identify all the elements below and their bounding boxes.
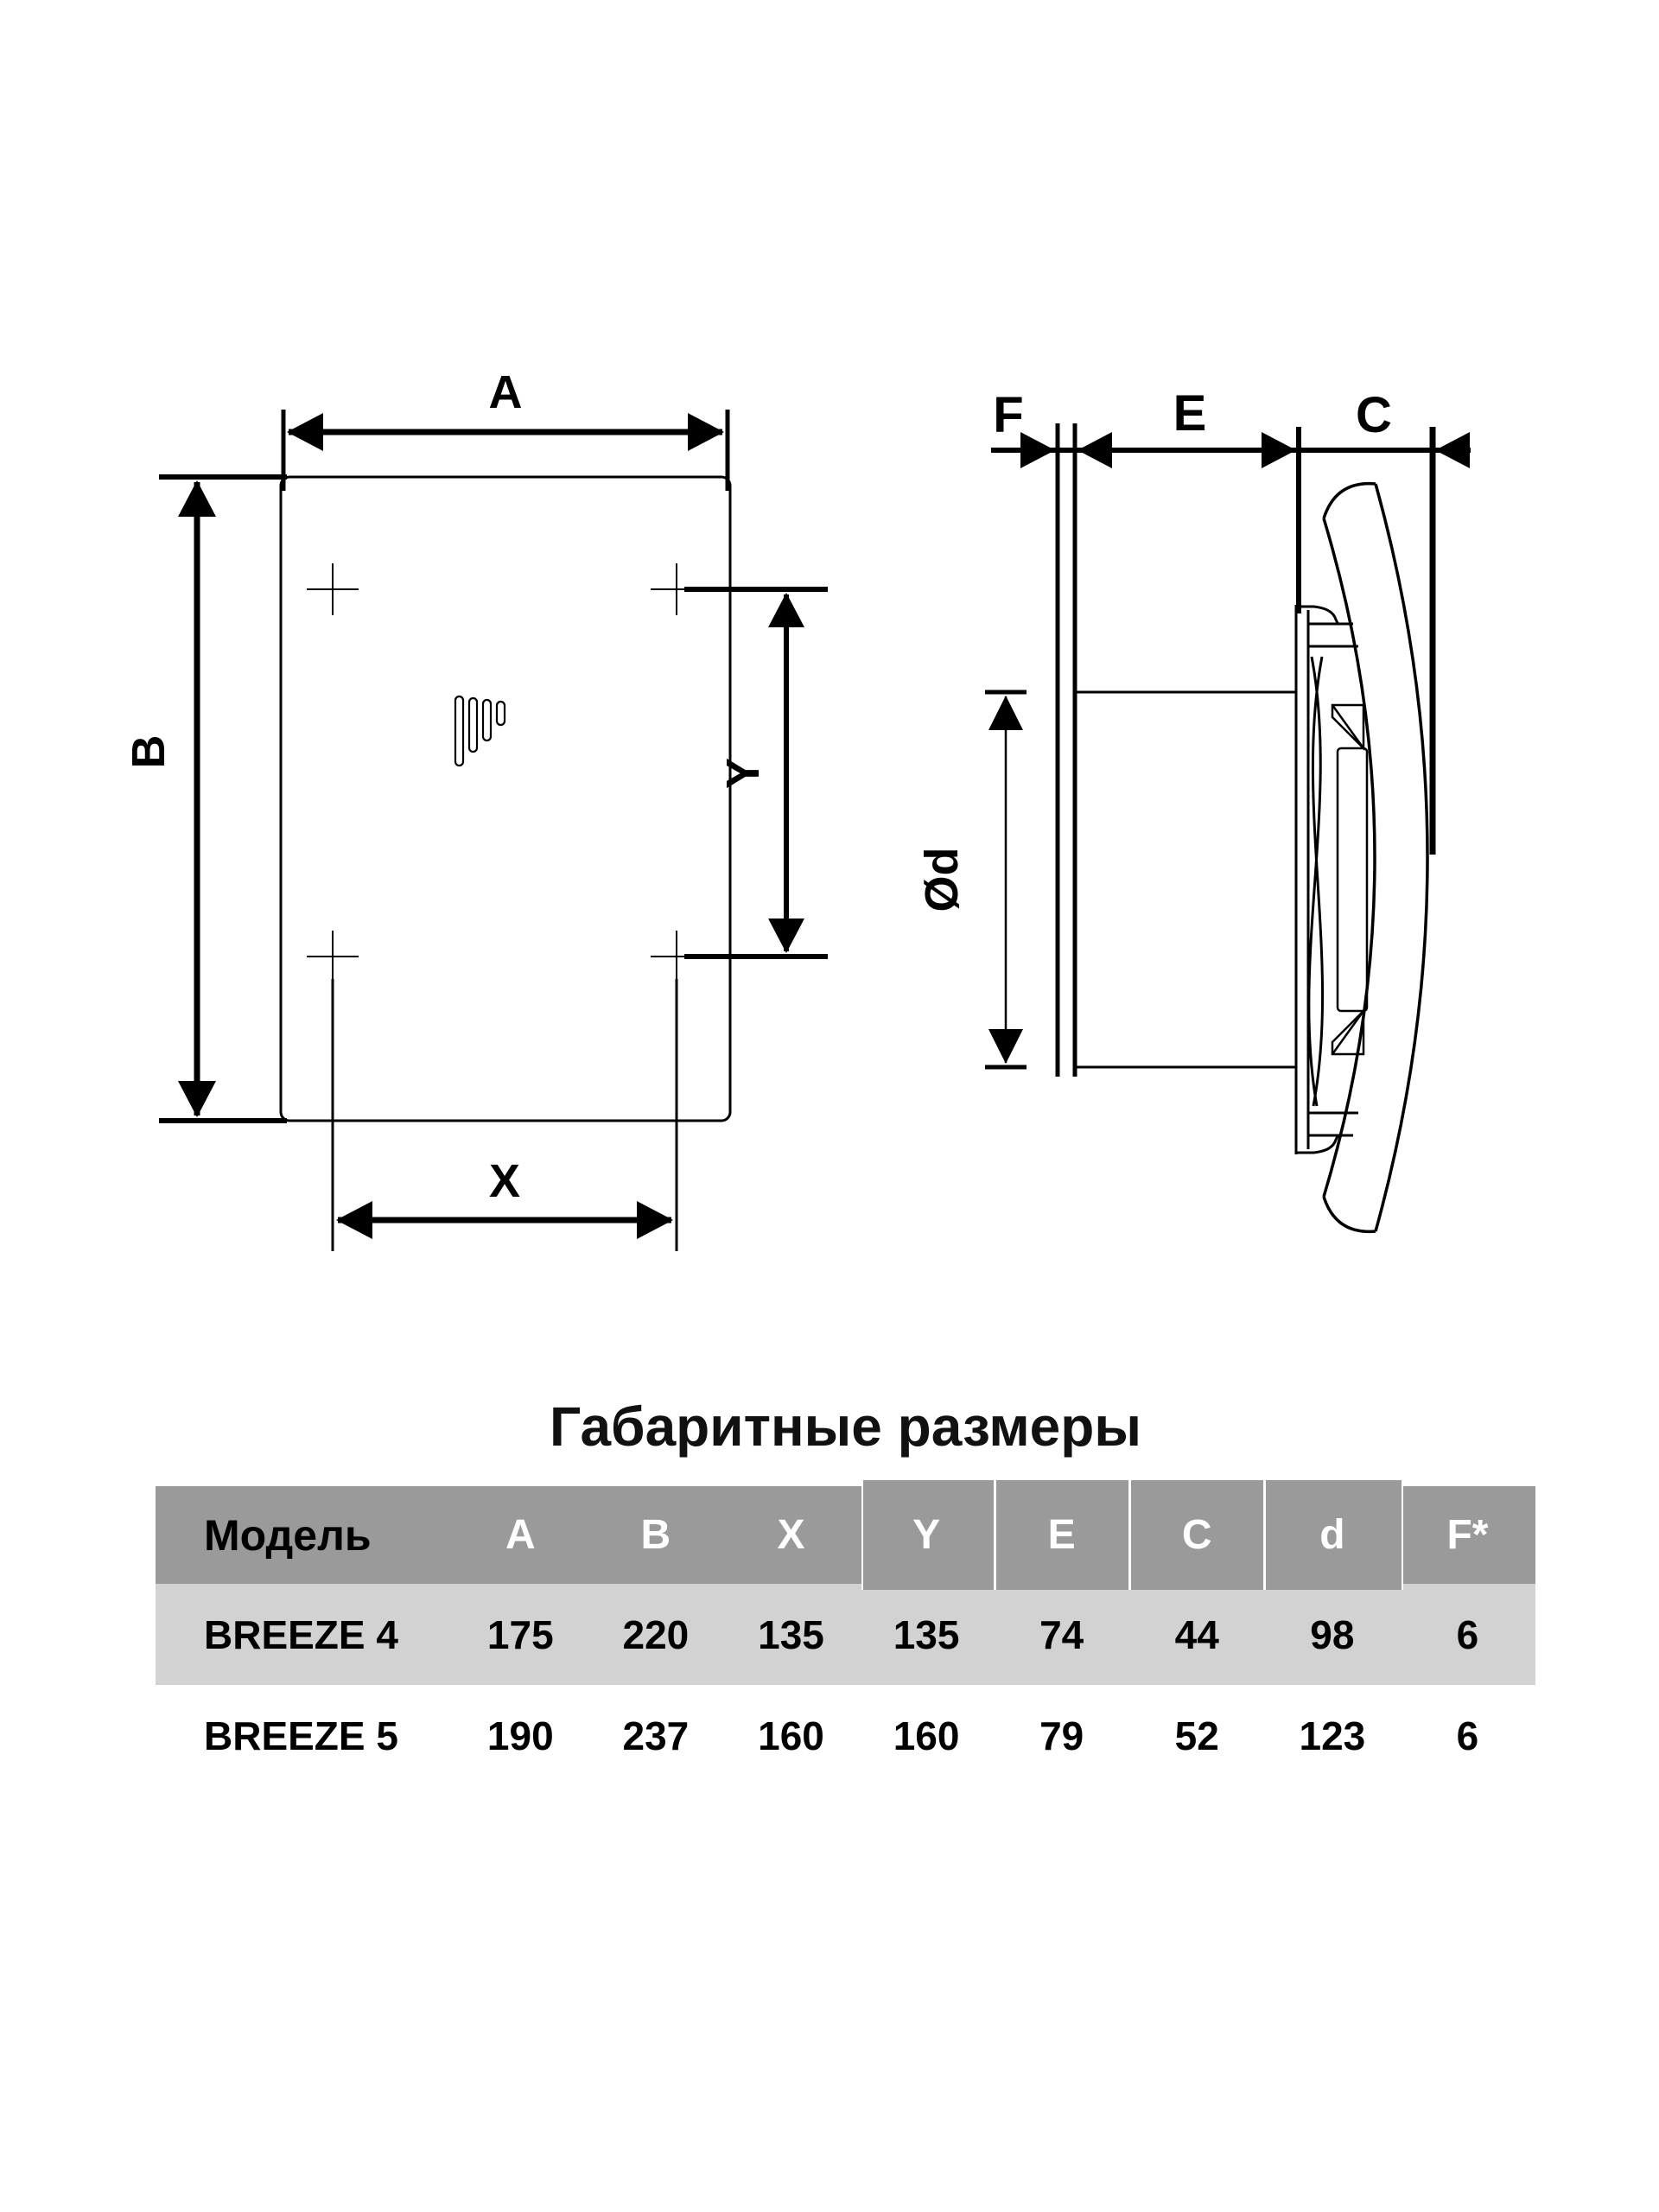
vent-slots-icon: [455, 696, 505, 766]
dimension-a: [283, 410, 728, 491]
dimensions-table: [156, 1486, 1535, 1786]
dimension-x: [333, 979, 677, 1251]
front-panel-outline: [281, 477, 730, 1121]
model-name: BREEZE 5: [204, 1713, 398, 1758]
label-dim-b: B: [123, 734, 175, 769]
value-c: 44: [1174, 1611, 1219, 1657]
wall-plate: [1058, 423, 1075, 1077]
value-c: 52: [1174, 1713, 1219, 1758]
value-e: 79: [1039, 1713, 1084, 1758]
value-y: 135: [893, 1611, 960, 1657]
duct: [1075, 692, 1296, 1067]
mounting-cross-icon: [307, 563, 702, 982]
label-dim-f: F: [993, 387, 1024, 443]
value-f: 6: [1456, 1713, 1479, 1758]
value-y: 160: [893, 1713, 960, 1758]
col-header-c: C: [1181, 1512, 1212, 1558]
value-a: 190: [486, 1713, 554, 1758]
col-header-x: X: [777, 1512, 805, 1558]
col-header-e: E: [1047, 1512, 1076, 1558]
value-b: 237: [622, 1713, 690, 1758]
value-x: 135: [758, 1611, 824, 1657]
value-d: 98: [1310, 1611, 1355, 1657]
value-f: 6: [1456, 1611, 1479, 1657]
value-e: 74: [1039, 1611, 1084, 1657]
value-x: 160: [758, 1713, 824, 1758]
table-row: [156, 1685, 1535, 1786]
dimension-fec: [991, 427, 1471, 855]
col-header-f: F*: [1446, 1512, 1489, 1558]
table-row: [156, 1584, 1535, 1685]
model-name: BREEZE 4: [204, 1611, 398, 1657]
dimension-b: [159, 477, 287, 1121]
value-d: 123: [1299, 1713, 1366, 1758]
label-dim-c: C: [1356, 387, 1392, 443]
value-a: 175: [486, 1611, 554, 1657]
label-dim-x: X: [488, 1155, 521, 1207]
col-header-d: d: [1319, 1512, 1345, 1558]
col-header-y: Y: [912, 1512, 941, 1558]
page-title: Габаритные размеры: [550, 1395, 1141, 1458]
dimension-diameter: [985, 692, 1027, 1067]
front-cover: [1324, 484, 1427, 1232]
table-header-row: [156, 1486, 1535, 1584]
label-dim-y: Y: [717, 757, 769, 790]
col-header-b: B: [640, 1512, 671, 1558]
col-header-a: A: [505, 1512, 536, 1558]
label-dim-diameter: Ød: [916, 847, 968, 912]
col-header-model: Модель: [204, 1510, 372, 1560]
value-b: 220: [622, 1611, 690, 1657]
fan-body: [1296, 605, 1367, 1154]
label-dim-a: A: [488, 366, 523, 418]
label-dim-e: E: [1173, 385, 1207, 442]
